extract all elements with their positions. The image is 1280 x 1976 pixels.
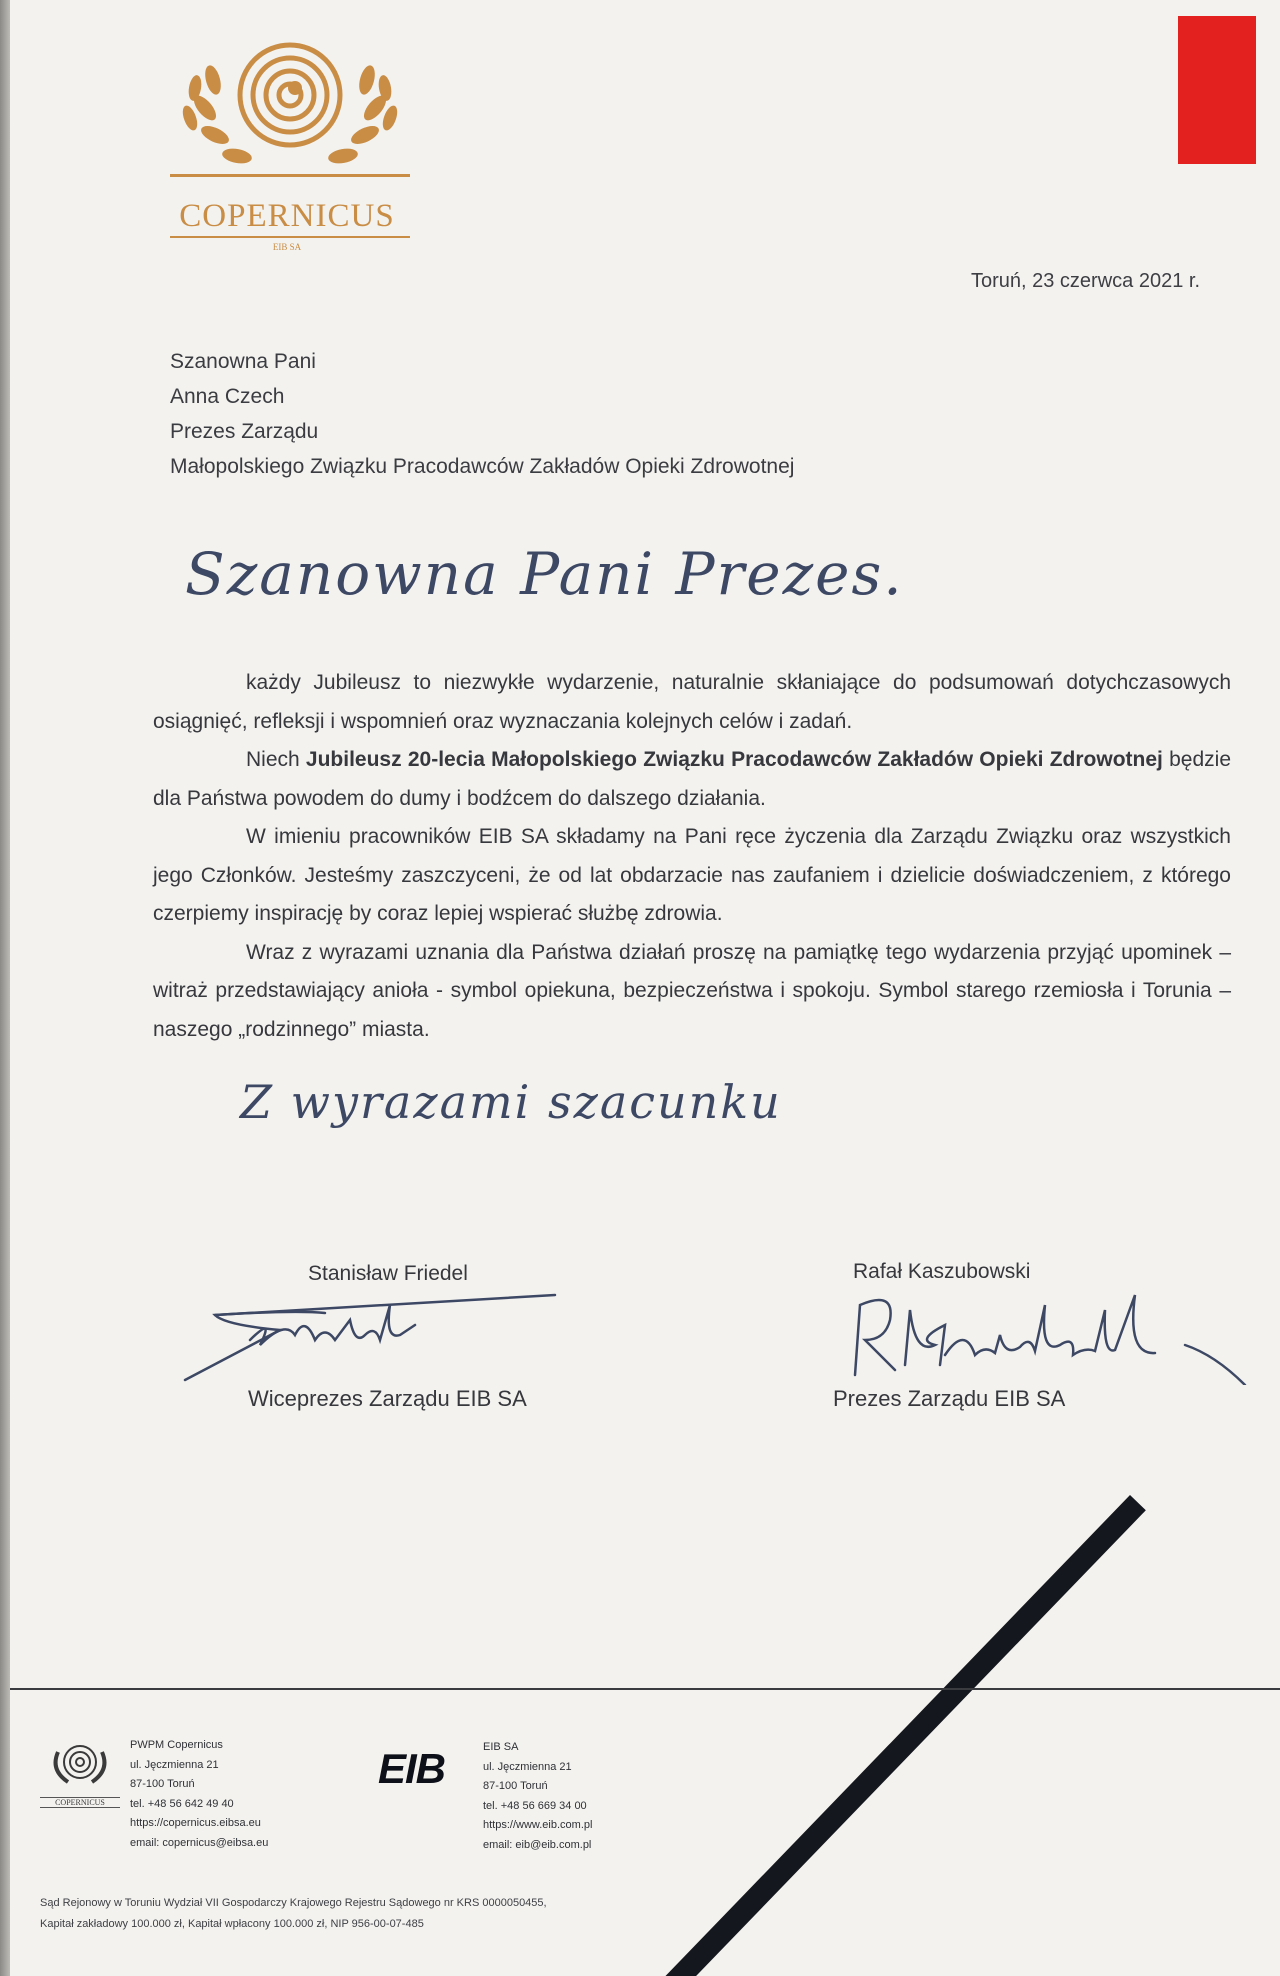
legal-notice — [40, 1893, 547, 1935]
letter-date: Toruń, 23 czerwca 2021 r. — [970, 270, 1200, 292]
letter-page — [10, 0, 1280, 1976]
recipient-line: Prezes Zarządu — [170, 420, 319, 443]
footer-divider — [10, 1688, 1280, 1690]
body-paragraph: W imieniu pracowników EIB SA składamy na Pani ręce życzenia dla Zarządu Związku oraz wszystkich jego Członków. Jesteśmy zaszczyceni, że od lat obdarzacie nas zaufaniem i dzielicie doświadczeniem, z którego czerpiemy inspirację by coraz lepiej wspierać służbę zdrowia. — [153, 825, 1231, 925]
jubilee-name: Jubileusz 20-lecia Małopolskiego Związku Pracodawców Zakładów Opieki Zdrowotnej — [305, 748, 1163, 771]
legal-line: Sąd Rejonowy w Toruniu Wydział VII Gospodarczy Krajowego Rejestru Sądowego nr KRS 0000050455, — [40, 1897, 547, 1909]
handwritten-salutation: Szanowna Pani Prezes. — [185, 540, 904, 608]
contact-line: ul. Jęczmienna 21 — [130, 1758, 219, 1771]
signature-left-icon — [175, 1285, 575, 1385]
laurel-emblem-icon — [155, 20, 425, 195]
recipient-line: Małopolskiego Związku Pracodawców Zakładów Opieki Zdrowotnej — [170, 455, 795, 478]
logo-subtext: EIB SA — [272, 242, 302, 252]
legal-line: Kapitał zakładowy 100.000 zł, Kapitał wpłacony 100.000 zł, NIP 956-00-07-485 — [40, 1918, 424, 1930]
signatory-right-name: Rafał Kaszubowski — [853, 1260, 1031, 1283]
signatory-left-title: Wiceprezes Zarządu EIB SA — [248, 1386, 527, 1411]
contact-line: 87-100 Toruń — [483, 1780, 548, 1792]
letter-body — [153, 664, 1231, 1049]
contact-line: PWPM Copernicus — [130, 1739, 223, 1751]
footer-copernicus-contact — [130, 1736, 268, 1853]
contact-link[interactable]: https://www.eib.com.pl — [483, 1819, 593, 1831]
handwritten-closing: Z wyrazami szacunku — [240, 1075, 782, 1129]
signatory-left-name: Stanisław Friedel — [308, 1262, 468, 1285]
contact-line: tel. +48 56 669 34 00 — [483, 1799, 587, 1812]
contact-email[interactable]: email: eib@eib.com.pl — [483, 1838, 592, 1851]
body-paragraph: każdy Jubileusz to niezwykłe wydarzenie, naturalnie skłaniające do podsumowań dotychczasowych osiągnięć, refleksji i wspomnień oraz wyznaczania kolejnych celów i zadań. — [153, 671, 1231, 733]
copernicus-logo — [155, 20, 425, 252]
footer-copernicus-logo — [40, 1740, 120, 1808]
contact-line: tel. +48 56 642 49 40 — [130, 1797, 234, 1810]
contact-line: EIB SA — [483, 1741, 519, 1753]
footer-eib-contact — [483, 1738, 592, 1855]
contact-link[interactable]: https://copernicus.eibsa.eu — [130, 1817, 261, 1829]
paragraph-text: Niech — [246, 748, 306, 771]
paragraph-text: będzie dla Państwa powodem do dumy i bodźcem do dalszego działania. — [153, 748, 1232, 810]
body-paragraph: Wraz z wyrazami uznania dla Państwa działań proszę na pamiątkę tego wydarzenia przyjąć upominek – witraż przedstawiający anioła - symbol opiekuna, bezpieczeństwa i spokoju. Symbol starego rzemiosła i Torunia – naszego „rodzinnego” miasta. — [153, 940, 1231, 1041]
signatory-right-title: Prezes Zarządu EIB SA — [833, 1386, 1066, 1411]
contact-line: 87-100 Toruń — [130, 1778, 195, 1790]
recipient-line: Szanowna Pani — [170, 350, 316, 373]
recipient-block — [170, 344, 794, 484]
folder-edge — [0, 0, 10, 1976]
mourning-ribbon — [630, 1495, 1146, 1976]
laurel-emblem-icon — [40, 1740, 120, 1790]
logo-wordmark: COPERNICUS — [179, 198, 395, 234]
red-corner-tab — [1178, 16, 1256, 164]
signature-right-icon — [835, 1285, 1255, 1385]
logo-underline — [170, 236, 410, 238]
contact-line: ul. Jęczmienna 21 — [483, 1760, 572, 1773]
recipient-line: Anna Czech — [170, 385, 285, 408]
eib-logo: EIB — [378, 1745, 446, 1792]
contact-email[interactable]: email: copernicus@eibsa.eu — [130, 1836, 269, 1849]
body-paragraph — [153, 741, 1231, 818]
footer-logo-wordmark: COPERNICUS — [40, 1797, 120, 1808]
